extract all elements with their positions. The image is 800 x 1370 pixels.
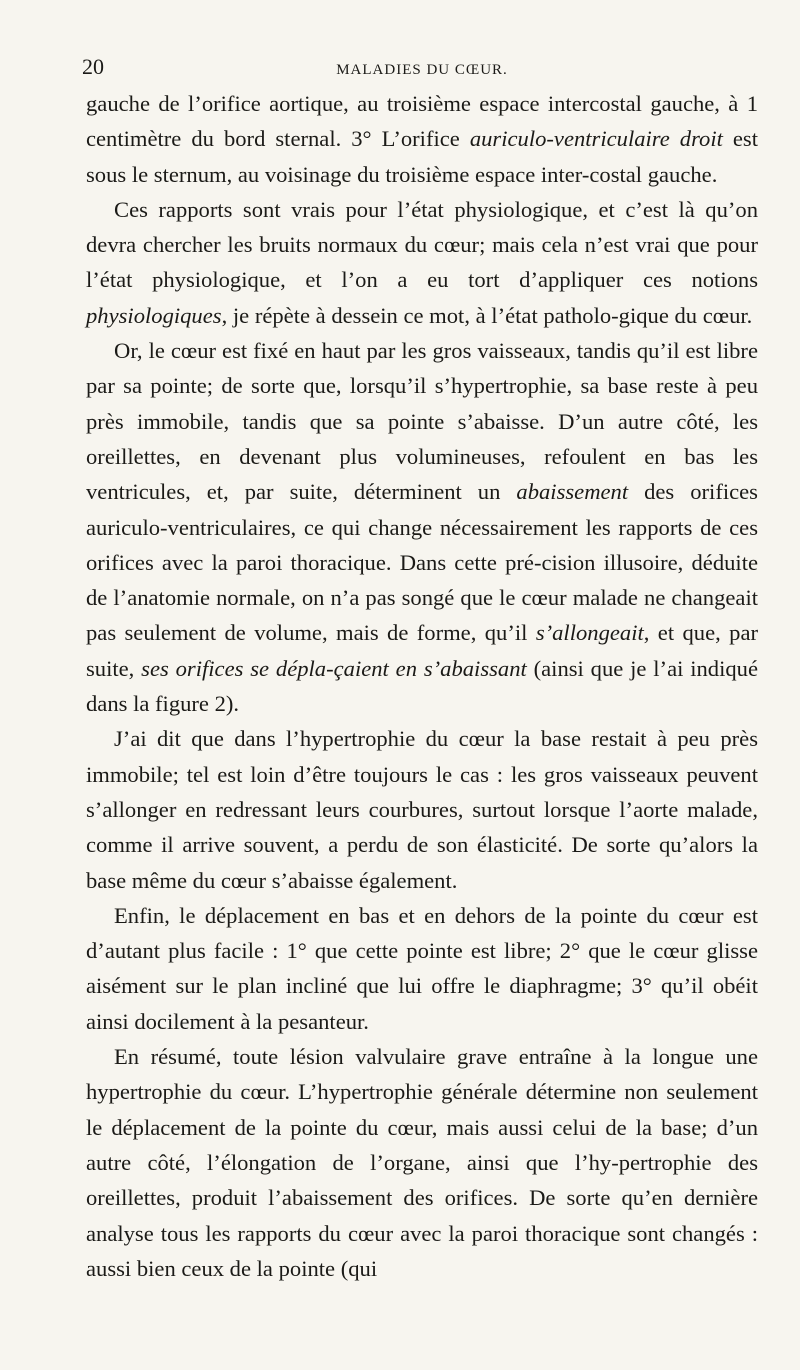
text-run: Or, le cœur est fixé en haut par les gros vaisseaux, tandis qu’il est libre par sa pointe; de sorte que, lorsqu’il s’hypertrophie, sa base reste à peu près immobile, tandis que sa pointe s’abaisse. D’un autre côté, les oreillettes, en devenant plus volumineuses, refoulent en bas les ventricules, et, par suite, déterminent un: [86, 338, 758, 505]
text-run: des orifices auriculo-ventriculaires, ce qui change nécessairement les rapports de ces orifices avec la paroi thoracique. Dans cette pré-cision illusoire, déduite de l’anatomie normale, on n’a pas songé que le cœur malade ne changeait pas seulement de volume, mais de forme, qu’il: [86, 479, 758, 646]
paragraph: [86, 721, 758, 897]
page-number: 20: [82, 54, 104, 79]
running-head: [82, 52, 758, 86]
paragraph: [86, 192, 758, 333]
running-title: MALADIES DU CŒUR.: [336, 62, 508, 78]
paragraph: [86, 333, 758, 721]
text-run: Ces rapports sont vrais pour l’état physiologique, et c’est là qu’on devra chercher les bruits normaux du cœur; mais cela n’est vrai que pour l’état physiologique, et l’on a eu tort d’appliquer ces notions: [86, 196, 758, 293]
book-page: [82, 52, 758, 1286]
paragraph: [86, 86, 758, 192]
italic-text: abaissement: [516, 479, 629, 505]
paragraph: [86, 1039, 758, 1286]
text-run: est sous le sternum, au voisinage du troisième espace inter-costal gauche.: [86, 126, 758, 187]
text-run: Enfin, le déplacement en bas et en dehors de la pointe du cœur est d’autant plus facile : 1° que cette pointe est libre; 2° que le cœur glisse aisément sur le plan incliné que lui offre le diaphragme; 3° qu’il obéit ainsi docilement à la pesanteur.: [86, 902, 758, 1034]
text-run: , je répète à dessein ce mot, à l’état patholo-gique du cœur.: [221, 302, 753, 328]
italic-text: s’allongeait: [535, 620, 644, 646]
body-text: [86, 86, 758, 1286]
text-run: , et que, par suite,: [86, 620, 758, 681]
paragraph: [86, 898, 758, 1039]
italic-text: auriculo-ventriculaire droit: [469, 126, 723, 152]
text-run: (ainsi que je l’ai indiqué dans la figure 2).: [86, 655, 758, 717]
text-run: J’ai dit que dans l’hypertrophie du cœur la base restait à peu près immobile; tel est loin d’être toujours le cas : les gros vaisseaux peuvent s’allonger en redressant leurs courbures, surtout lorsque l’aorte malade, comme il arrive souvent, a perdu de son élasticité. De sorte qu’alors la base même du cœur s’abaisse également.: [86, 726, 758, 893]
italic-text: ses orifices se dépla-çaient en s’abaissant: [141, 655, 527, 681]
text-run: En résumé, toute lésion valvulaire grave entraîne à la longue une hypertrophie du cœur. L’hypertrophie générale détermine non seulement le déplacement de la pointe du cœur, mais aussi celui de la base; d’un autre côté, l’élongation de l’organe, ainsi que l’hy-pertrophie des oreillettes, produit l’abaissement des orifices. De sorte qu’en dernière analyse tous les rapports du cœur avec la paroi thoracique sont changés : aussi bien ceux de la pointe (qui: [86, 1044, 758, 1281]
italic-text: physiologiques: [86, 302, 222, 328]
text-run: gauche de l’orifice aortique, au troisième espace intercostal gauche, à 1 centimètre du bord sternal. 3° L’orifice: [86, 91, 758, 152]
